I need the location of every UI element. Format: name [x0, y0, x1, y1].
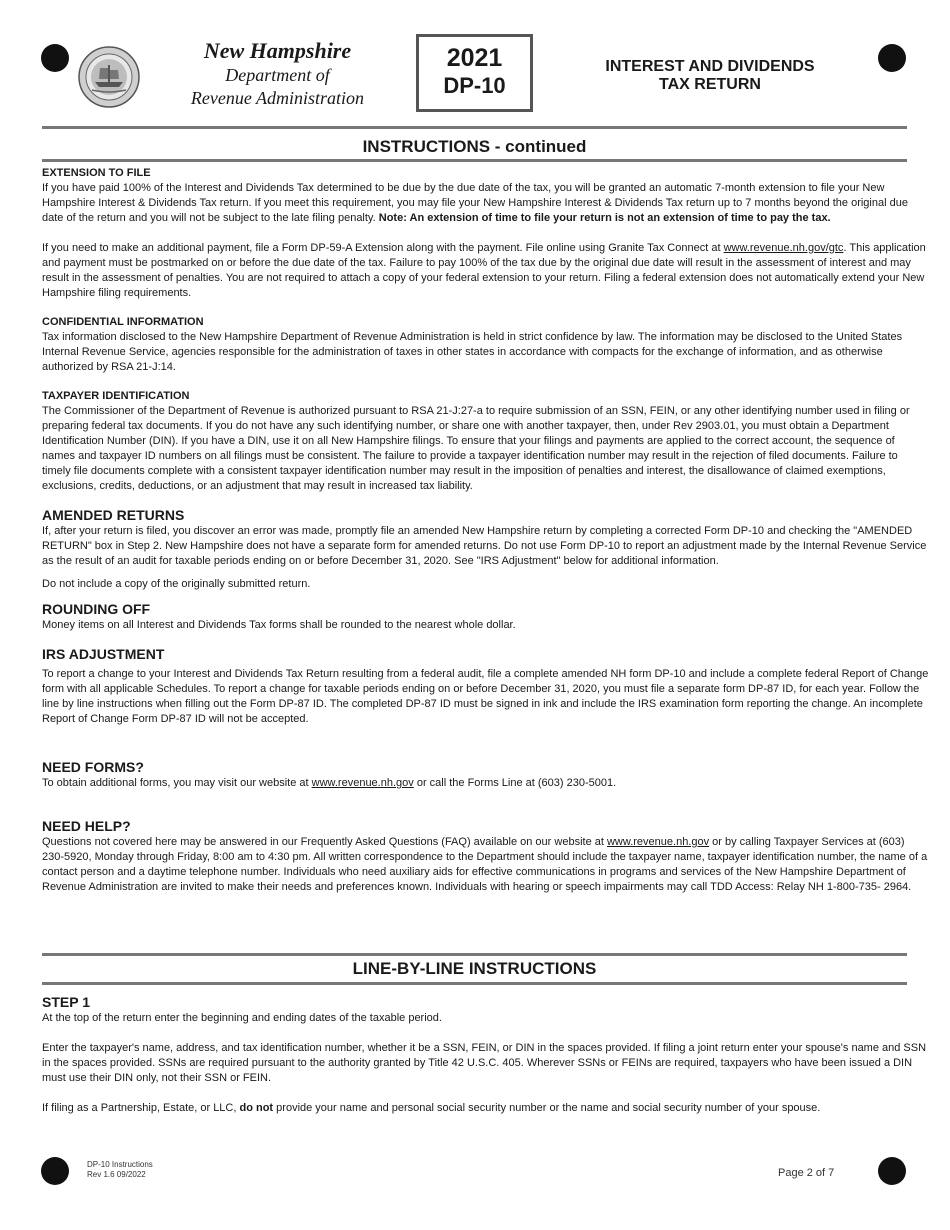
form-id-box [416, 34, 533, 112]
registration-mark-top-right [878, 44, 906, 72]
revenue-website-link[interactable]: www.revenue.nh.gov [311, 777, 414, 789]
agency-division-line: Revenue Administration [190, 88, 365, 108]
step1-heading: STEP 1 [42, 994, 90, 1010]
instructions-section-title: INSTRUCTIONS - continued [362, 137, 587, 156]
step1-p3-text-b: provide your name and personal social security number or the name and social security number of your spouse. [276, 1102, 821, 1114]
return-title-line1: INTEREST AND DIVIDENDS [605, 58, 815, 75]
amended-note: Do not include a copy of the originally submitted return. [42, 578, 311, 590]
agency-state-name: New Hampshire [203, 38, 352, 63]
page-number: Page 2 of 7 [778, 1167, 835, 1179]
taxpayer-id-heading: TAXPAYER IDENTIFICATION [42, 390, 190, 402]
section-divider [42, 953, 907, 956]
extension-p2-text-b: . This application and payment must be postmarked on or before the due date of the tax. Failure to pay 100% of the tax due by the original due date will result in the assessment of interest and may result in the assessment of penalties. You are not required to attach a copy of your federal extension to your return. Filing a federal extension does not automatically extend your New Hampshire filing requirements. [42, 242, 926, 299]
rounding-heading: ROUNDING OFF [42, 601, 151, 617]
form-number: DP-10 [443, 73, 506, 98]
line-by-line-section-title: LINE-BY-LINE INSTRUCTIONS [352, 959, 597, 978]
rounding-paragraph: Money items on all Interest and Dividends Tax forms shall be rounded to the nearest whole dollar. [42, 619, 516, 631]
need-help-text-a: Questions not covered here may be answered in our Frequently Asked Questions (FAQ) available on our website at [42, 836, 604, 848]
irs-adjustment-paragraph: To report a change to your Interest and Dividends Tax Return resulting from a federal audit, file a complete amended NH form DP-10 and include a complete federal Report of Change form with all applicable Schedules. To report a change for taxable periods ending on or before December 31, 2020, you must file a separate form DP-87 ID, for each year. Follow the line by line instructions when filling out the Form DP-87 ID. The completed DP-87 ID must be signed in ink and include the IRS examination form reporting the change. An incomplete Report of Change Form DP-87 ID will not be accepted. [42, 668, 929, 725]
agency-name-block [165, 38, 390, 110]
amended-heading: AMENDED RETURNS [42, 507, 185, 523]
need-forms-text-a: To obtain additional forms, you may visit our website at [42, 777, 309, 789]
need-forms-text-b: or call the Forms Line at (603) 230-5001. [416, 777, 617, 789]
confidential-heading: CONFIDENTIAL INFORMATION [42, 316, 204, 328]
agency-department-line: Department of [225, 65, 330, 85]
need-help-text-b: or by calling Taxpayer Services at (603) 230-5920, Monday through Friday, 8:00 am to 4:30 pm. All written correspondence to the Department should include the taxpayer name, taxpayer identification number, the name of a contact person and a daytime telephone number. Individuals who need auxiliary aids for effective communications in programs and services of the New Hampshire Department of Revenue Administration are invited to make their needs and preferences known. Individuals with hearing or speech impairments may call TDD Access: Relay NH 1-800-735- 2964. [42, 836, 928, 893]
registration-mark-bottom-right [878, 1157, 906, 1185]
need-forms-paragraph [42, 776, 929, 791]
registration-mark-bottom-left [41, 1157, 69, 1185]
extension-paragraph-2 [42, 241, 929, 301]
instructions-content [42, 166, 929, 895]
doc-id-line2: Rev 1.6 09/2022 [87, 1170, 146, 1179]
extension-p2-text-a: If you need to make an additional payment, file a Form DP-59-A Extension along with the payment. File online using Granite Tax Connect at [42, 242, 721, 254]
section-divider [42, 126, 907, 129]
taxpayer-id-paragraph: The Commissioner of the Department of Revenue is authorized pursuant to RSA 21-J:27-a to require submission of an SSN, FEIN, or any other identifying number used in filing or preparing federal tax documents. If you do not have any such identifying number, or share one with another taxpayer, then, under Rev 2903.01, you must obtain a Department Identification Number (DIN). If you have a DIN, use it on all New Hampshire filings. To ensure that your filings and payments are applied to the correct account, the sequence of names and taxpayer ID numbers on all filings must be consistent. The failure to provide a taxpayer identification number may result in the rejection of filed documents. Failure to timely file documents complete with a consistent taxpayer identification number may result in the imposition of penalties and interest, the disallowance of claimed exemptions, exclusions, credits, deductions, or an adjustment that may result in increased tax liability. [42, 405, 910, 492]
return-title-line2: TAX RETURN [659, 76, 761, 93]
section-divider [42, 982, 907, 985]
state-seal-logo [78, 46, 140, 108]
granite-tax-connect-link[interactable]: www.revenue.nh.gov/gtc [723, 242, 844, 254]
step1-p3-emphasis: do not [239, 1102, 274, 1114]
document-revision-id [87, 1160, 153, 1180]
doc-id-line1: DP-10 Instructions [87, 1160, 153, 1169]
amended-paragraph: If, after your return is filed, you discover an error was made, promptly file an amended New Hampshire return by completing a corrected Form DP-10 and checking the "AMENDED RETURN" box in Step 2. New Hampshire does not have a separate form for amended returns. Do not use Form DP-10 to report an adjustment made by the Internal Revenue Service as the result of an audit for taxable periods ending on or before December 31, 2020. See "IRS Adjustment" below for additional information. [42, 525, 927, 567]
irs-adjustment-heading: IRS ADJUSTMENT [42, 646, 165, 662]
return-title [570, 58, 850, 94]
registration-mark-top-left [41, 44, 69, 72]
need-help-heading: NEED HELP? [42, 818, 131, 834]
extension-p1-note: Note: An extension of time to file your return is not an extension of time to pay the tax. [378, 212, 831, 224]
section-divider [42, 159, 907, 162]
need-help-paragraph [42, 835, 929, 895]
extension-p1-text: If you have paid 100% of the Interest and Dividends Tax determined to be due by the due date of the tax, you will be granted an automatic 7-month extension to file your New Hampshire Interest & Dividends Tax return. If you meet this requirement, you may file your New Hampshire Interest & Dividends Tax return up to 7 months beyond the original due date of the return and you will not be subject to the late filing penalty. [42, 182, 908, 224]
need-forms-heading: NEED FORMS? [42, 759, 144, 775]
revenue-website-link[interactable]: www.revenue.nh.gov [606, 836, 710, 848]
step1-paragraph-3 [42, 1101, 929, 1116]
step1-content [42, 993, 929, 1116]
step1-paragraph-1: At the top of the return enter the beginning and ending dates of the taxable period. [42, 1012, 442, 1024]
confidential-paragraph: Tax information disclosed to the New Hampshire Department of Revenue Administration is held in strict confidence by law. The information may be disclosed to the United States Internal Revenue Service, agencies responsible for the administration of taxes in other states in accordance with compacts for the exchange of information, and as otherwise authorized by RSA 21-J:14. [42, 331, 903, 373]
extension-paragraph-1 [42, 181, 929, 226]
step1-paragraph-2: Enter the taxpayer's name, address, and tax identification number, whether it be a SSN, FEIN, or DIN in the spaces provided. If filing a joint return enter your spouse's name and SSN in the spaces provided. SSNs are required pursuant to the authority granted by Title 42 U.S.C. 405. Wherever SSNs or FEINs are required, taxpayers who have been issued a DIN must use their DIN only, not their SSN or FEIN. [42, 1042, 927, 1084]
step1-p3-text-a: If filing as a Partnership, Estate, or LLC, [42, 1102, 237, 1114]
extension-heading: EXTENSION TO FILE [42, 167, 151, 179]
form-year: 2021 [446, 44, 503, 72]
